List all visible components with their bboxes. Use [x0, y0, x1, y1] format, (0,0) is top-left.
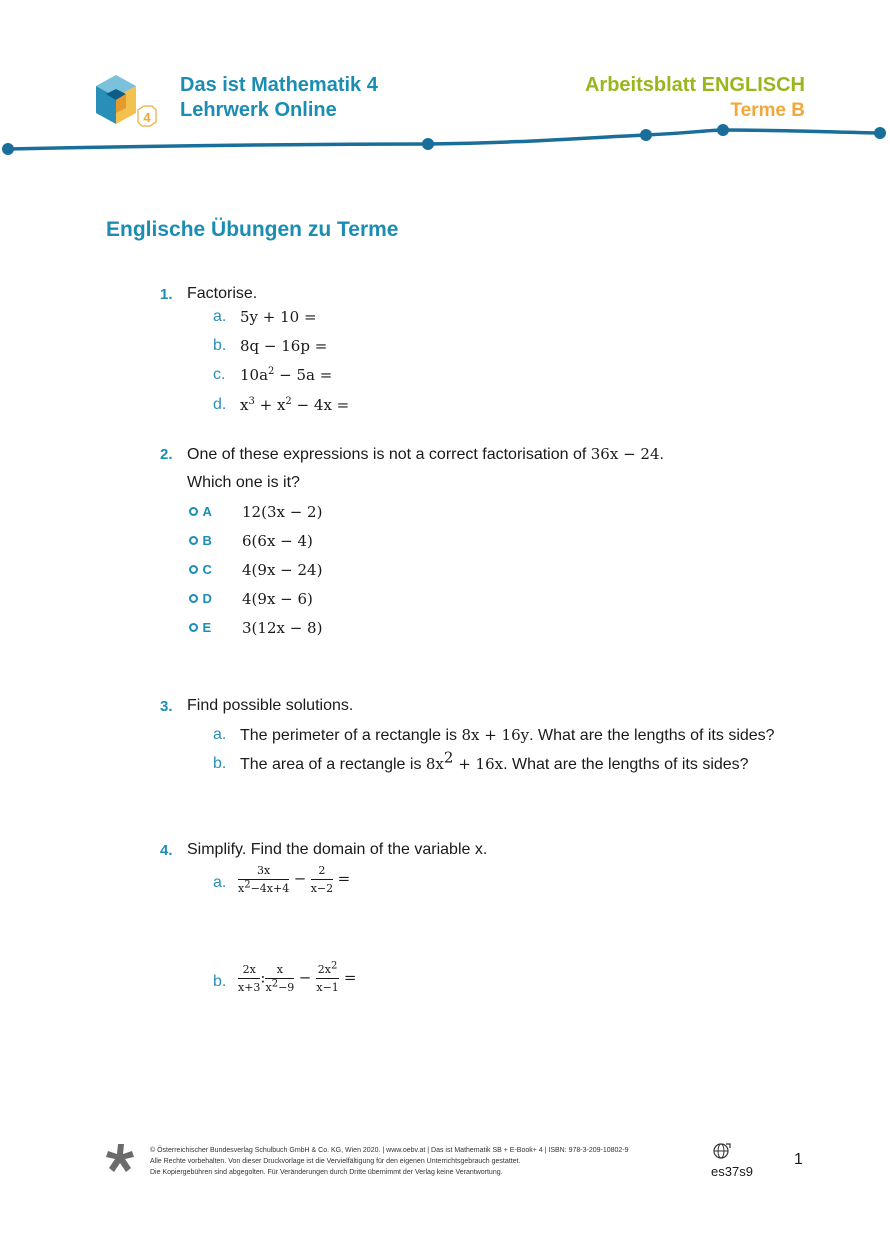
q1b-label: b.	[213, 337, 227, 354]
option-a[interactable]: A	[189, 503, 212, 521]
sheet-subtitle: Terme B	[730, 100, 805, 121]
page-number: 1	[794, 1151, 803, 1168]
logo-badge: 4	[143, 110, 151, 125]
q3b-text: The area of a rectangle is $8x^2 + 16x$. What are the lengths of its sides?	[240, 748, 749, 773]
fraction: $\frac{2x}{x+3}$	[238, 963, 261, 994]
footer-copyright: © Österreichischer Bundesverlag Schulbuch GmbH & Co. KG, Wien 2020. | www.oebv.at | Das ist Mathematik SB + E-Book+ 4 | ISBN: 978-3-209-10802-9 Alle Rechte vorbehalten. Von dieser Druckvorlage ist die Vervielfältigung für den eigenen Unterrichtsgebrauch gestattet. Die Kopiergebühren sind abgegolten. Für Veränderungen durch Dritte übernimmt der Verlag keine Verantwortung.	[150, 1147, 629, 1176]
option-d-expr: 4(9x − 6)	[242, 590, 313, 608]
publisher-logo-icon	[104, 1142, 136, 1174]
q1a-expr: 5y + 10 =	[240, 308, 317, 326]
q3-number: 3.	[160, 698, 173, 715]
q2-text2: Which one is it?	[187, 474, 300, 491]
option-a-expr: 12(3x − 2)	[242, 503, 323, 521]
q1b-expr: 8q − 16p =	[240, 337, 328, 355]
radio-circle-icon[interactable]	[189, 565, 198, 574]
q2-text: One of these expressions is not a correct factorisation of 36x − 24.	[187, 445, 664, 463]
wave-dot	[717, 124, 729, 136]
brand-line-1: Das ist Mathematik 4	[180, 74, 378, 96]
q3a-label: a.	[213, 726, 227, 743]
q1c-label: c.	[213, 366, 226, 383]
cube-logo	[92, 72, 164, 130]
option-e-expr: 3(12x − 8)	[242, 619, 323, 637]
q1c-expr: $10a^2 - 5a$ =	[240, 366, 333, 384]
q3b-label: b.	[213, 755, 227, 772]
sheet-title: Arbeitsblatt ENGLISCH	[584, 74, 805, 96]
option-b[interactable]: B	[189, 532, 212, 550]
q4a-expr: $\frac{3x}{x^2-4x+4}$ − $\frac{2}{x-2}$ =	[238, 864, 351, 895]
q4b-expr: $\frac{2x}{x+3}$ : $\frac{x}{x^2-9}$ − $\frac{2x^2}{x-1}$ =	[238, 960, 357, 994]
q2-number: 2.	[160, 446, 173, 463]
q4a-label: a.	[213, 874, 227, 891]
fraction: $\frac{x}{x^2-9}$	[265, 963, 295, 994]
q1-number: 1.	[160, 286, 173, 303]
q1d-expr: $x^3 + x^2 - 4x$ =	[240, 396, 350, 414]
online-code[interactable]: es37s9	[711, 1164, 753, 1179]
q4b-label: b.	[213, 973, 227, 990]
option-b-expr: 6(6x − 4)	[242, 532, 313, 550]
radio-circle-icon[interactable]	[189, 536, 198, 545]
option-c[interactable]: C	[189, 561, 212, 579]
q4-number: 4.	[160, 842, 173, 859]
brand-line-2: Lehrwerk Online	[180, 99, 337, 121]
fraction: $\frac{2x^2}{x-1}$	[316, 960, 339, 994]
radio-circle-icon[interactable]	[189, 594, 198, 603]
radio-circle-icon[interactable]	[189, 507, 198, 516]
fraction: $\frac{3x}{x^2-4x+4}$	[238, 864, 290, 895]
wave-dot	[874, 127, 886, 139]
q1a-label: a.	[213, 308, 227, 325]
web-link-icon[interactable]	[712, 1142, 732, 1160]
q3-text: Find possible solutions.	[187, 697, 354, 714]
option-e[interactable]: E	[189, 619, 211, 637]
wave-dot	[640, 129, 652, 141]
wave-dot	[2, 143, 14, 155]
fraction: $\frac{2}{x-2}$	[310, 864, 334, 895]
q3a-text: The perimeter of a rectangle is 8x + 16y. What are the lengths of its sides?	[240, 726, 775, 744]
option-c-expr: 4(9x − 24)	[242, 561, 323, 579]
q1-text: Factorise.	[187, 285, 258, 302]
page-title: Englische Übungen zu Terme	[106, 218, 399, 241]
q4-text: Simplify. Find the domain of the variable x.	[187, 841, 488, 858]
radio-circle-icon[interactable]	[189, 623, 198, 632]
brand-title	[180, 73, 378, 123]
wave-dot	[422, 138, 434, 150]
q1d-label: d.	[213, 396, 227, 413]
option-d[interactable]: D	[189, 590, 212, 608]
